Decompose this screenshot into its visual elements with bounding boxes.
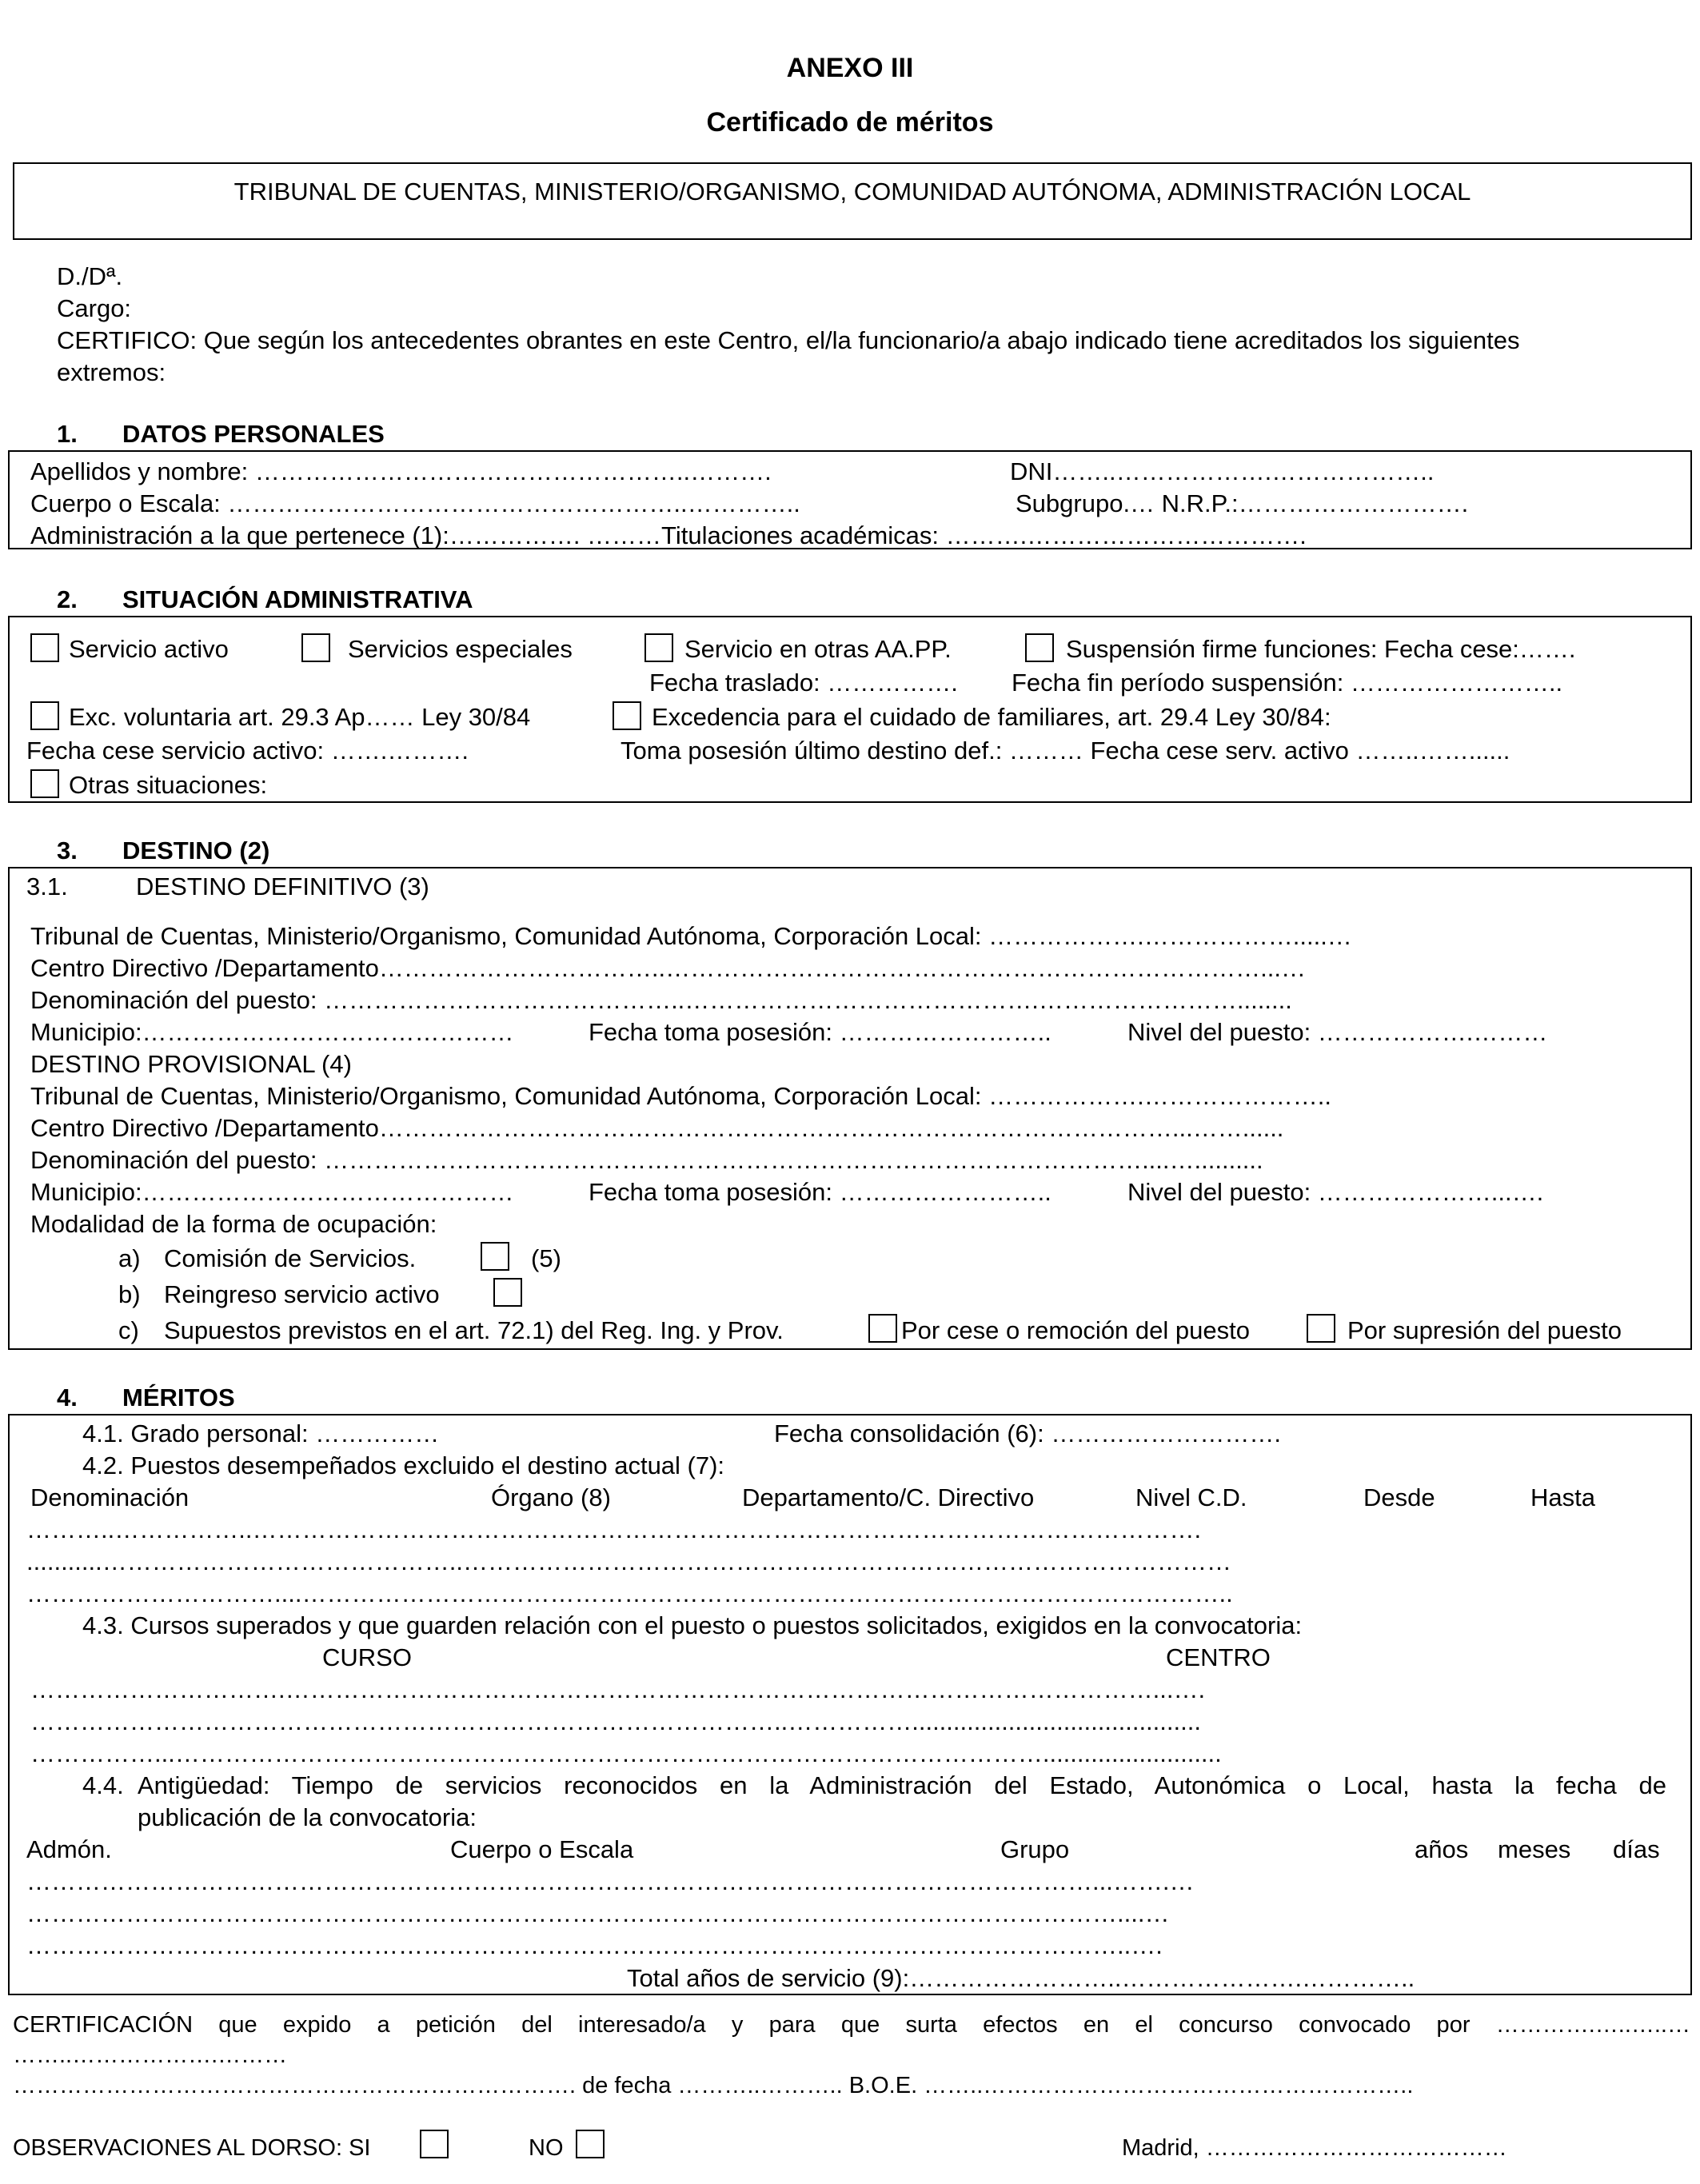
def-municipio-field: Municipio:……………………………………… [30,1018,514,1046]
fecha-traslado-field: Fecha traslado: ……………. [649,669,958,697]
col-admon: Admón. [26,1835,112,1863]
col-grupo: Grupo [1000,1835,1070,1863]
antiguedad-line-1: …………………………………………………………………………………………………………………...…….… [26,1867,1195,1895]
cese-remocion-label: Por cese o remoción del puesto [901,1316,1250,1344]
subgrupo-nrp-field: Subgrupo.… N.R.P.:………………………. [1016,489,1469,517]
servicios-especiales-checkbox[interactable] [301,633,330,662]
comision-servicios-label: Comisión de Servicios. [164,1244,417,1272]
option-a-letter: a) [118,1244,141,1272]
col-desde: Desde [1363,1483,1435,1511]
comision-servicios-checkbox[interactable] [481,1242,509,1271]
fecha-cese-activo-field: Fecha cese servicio activo: …….………. [26,737,469,765]
fecha-fin-suspension-field: Fecha fin período suspensión: …………………….. [1012,669,1563,697]
antiguedad-line-2: ……………………………………………………………………………………………………………………....… [26,1899,1170,1927]
puestos-line-1: ………..……………..……………………………………………………………………………………………………. [26,1515,1202,1543]
toma-posesion-field: Toma posesión último destino def.: ……… Fecha cese serv. activo ……..……...... [621,737,1510,765]
col-meses: meses [1498,1835,1571,1863]
observaciones-label: OBSERVACIONES AL DORSO: SI [13,2135,371,2161]
exc-voluntaria-checkbox[interactable] [30,701,59,730]
cese-remocion-checkbox[interactable] [868,1314,897,1343]
destino-definitivo-number: 3.1. [26,872,68,900]
s1-number: 1. [57,420,78,448]
suspension-checkbox[interactable] [1025,633,1054,662]
admin-titulaciones-field: Administración a la que pertenece (1):……………. ………Titulaciones académicas: ……….……………………………. [30,521,1307,549]
observaciones-si-checkbox[interactable] [420,2130,449,2158]
antiguedad-number: 4.4. [82,1771,124,1799]
col-departamento: Departamento/C. Directivo [742,1483,1035,1511]
col-nivel: Nivel C.D. [1135,1483,1247,1511]
cursos-heading: 4.3. Cursos superados y que guarden relación con el puesto o puestos solicitados, exigidos en la convocatoria: [82,1611,1303,1639]
puestos-line-3: …………………………....………………………………………………………………………………………………….. [26,1579,1233,1607]
cuerpo-field: Cuerpo o Escala: ………………………………………………..………….. [30,489,800,517]
prov-centro-field: Centro Directivo /Departamento……………………………………………………………………………………...……...... [30,1114,1284,1142]
antiguedad-text-1: Antigüedad: Tiempo de servicios reconocidos en la Administración del Estado, Autonómica o Local, hasta la fecha de [138,1771,1666,1799]
suspension-label: Suspensión firme funciones: Fecha cese:……. [1066,635,1576,663]
servicio-activo-checkbox[interactable] [30,633,59,662]
destino-provisional-title: DESTINO PROVISIONAL (4) [30,1050,352,1078]
antiguedad-line-3: ……………………………………………………………………………………………………………………..…. [26,1931,1163,1959]
col-centro: CENTRO [1166,1643,1271,1671]
certificacion-text-3: ………………………………………………………………. de fecha ………..……….. B.O.E. ……..……………………………………………….. [13,2073,1414,2098]
cursos-line-3: ……………...…………………………………………………………………………………………….......................... [30,1739,1222,1767]
observaciones-no-checkbox[interactable] [576,2130,605,2158]
s2-number: 2. [57,585,78,613]
apellidos-field: Apellidos y nombre: ……………………………………………..………. [30,457,772,485]
supuestos-label: Supuestos previstos en el art. 72.1) del Reg. Ing. y Prov. [164,1316,784,1344]
s4-title: MÉRITOS [122,1383,235,1411]
prov-denominacion-field: Denominación del puesto: ………………………………………………………………………………………....….......... [30,1146,1263,1174]
option-b-letter: b) [118,1280,141,1308]
excedencia-familiares-label: Excedencia para el cuidado de familiares, art. 29.4 Ley 30/84: [652,703,1331,731]
reingreso-label: Reingreso servicio activo [164,1280,440,1308]
supresion-label: Por supresión del puesto [1347,1316,1622,1344]
servicio-activo-label: Servicio activo [69,635,229,663]
prov-fecha-posesion-field: Fecha toma posesión: …………………….. [589,1178,1052,1206]
supresion-checkbox[interactable] [1307,1314,1335,1343]
col-hasta: Hasta [1530,1483,1595,1511]
col-anos: años [1415,1835,1469,1863]
cursos-line-2: ………………………………………………………………………………..…………….......................................... [30,1707,1201,1735]
s1-title: DATOS PERSONALES [122,420,385,448]
s2-title: SITUACIÓN ADMINISTRATIVA [122,585,473,613]
def-centro-field: Centro Directivo /Departamento……………………………..………………………………………………………………...… [30,954,1306,982]
prov-nivel-field: Nivel del puesto: …………………...…. [1127,1178,1544,1206]
otras-situaciones-checkbox[interactable] [30,769,59,798]
prov-municipio-field: Municipio:……………………………………… [30,1178,514,1206]
certifico-text-1: CERTIFICO: Que según los antecedentes obrantes en este Centro, el/la funcionario/a abajo indicado tiene acreditados los siguientes [57,326,1520,354]
otras-aapp-label: Servicio en otras AA.PP. [684,635,952,663]
otras-aapp-checkbox[interactable] [644,633,673,662]
col-dias: días [1613,1835,1660,1863]
certificacion-text-1: CERTIFICACIÓN que expido a petición del interesado/a y para que surta efectos en el concurso convocado por ………….…..…..… [13,2012,1690,2038]
cursos-line-1: ………………………….……………………………………………………………………………………………...…. [30,1675,1206,1703]
reingreso-checkbox[interactable] [493,1278,522,1307]
puestos-line-2: ...........……………………………………..………………………………………………………………………………… [26,1547,1231,1575]
prov-tribunal-field: Tribunal de Cuentas, Ministerio/Organismo, Comunidad Autónoma, Corporación Local: ……………….………………….. [30,1082,1331,1110]
page-title: Certificado de méritos [706,107,994,138]
s4-number: 4. [57,1383,78,1411]
dni-field: DNI……..……………….……………….. [1010,457,1435,485]
col-organo: Órgano (8) [491,1483,611,1511]
grado-personal-field: 4.1. Grado personal: …………… [82,1419,440,1447]
otras-situaciones-label: Otras situaciones: [69,771,268,799]
comision-servicios-note: (5) [531,1244,561,1272]
def-fecha-posesion-field: Fecha toma posesión: …………………….. [589,1018,1052,1046]
dd-label: D./Dª. [57,262,123,290]
destino-definitivo-title: DESTINO DEFINITIVO (3) [136,872,429,900]
def-tribunal-field: Tribunal de Cuentas, Ministerio/Organismo, Comunidad Autónoma, Corporación Local: ……………….……………….....… [30,922,1352,950]
s3-number: 3. [57,836,78,864]
fecha-consolidacion-field: Fecha consolidación (6): ………………………. [774,1419,1281,1447]
annex-label: ANEXO III [786,53,914,83]
s3-title: DESTINO (2) [122,836,270,864]
excedencia-familiares-checkbox[interactable] [613,701,641,730]
provisional-number-clip [0,1048,13,1080]
puestos-heading: 4.2. Puestos desempeñados excluido el destino actual (7): [82,1451,725,1479]
col-cuerpo: Cuerpo o Escala [450,1835,634,1863]
col-curso: CURSO [322,1643,412,1671]
total-anos-servicio: Total años de servicio (9):……………………..………………….………….. [627,1964,1415,1992]
exc-voluntaria-label: Exc. voluntaria art. 29.3 Ap…… Ley 30/84 [69,703,531,731]
observaciones-no-label: NO [529,2135,564,2161]
institution-text: TRIBUNAL DE CUENTAS, MINISTERIO/ORGANISMO, COMUNIDAD AUTÓNOMA, ADMINISTRACIÓN LOCAL [233,178,1471,206]
certifico-text-2: extremos: [57,358,166,386]
antiguedad-text-2: publicación de la convocatoria: [138,1803,477,1831]
col-denominacion: Denominación [30,1483,190,1511]
def-nivel-field: Nivel del puesto: ……………….……… [1127,1018,1548,1046]
cargo-label: Cargo: [57,294,132,322]
def-denominacion-field: Denominación del puesto: ……………………………………..…………………………………….……………………........ [30,986,1292,1014]
modalidad-label: Modalidad de la forma de ocupación: [30,1210,437,1238]
certificacion-text-2: ……..……………….……… [13,2042,288,2068]
madrid-date-field: Madrid, ………………………………… [1122,2135,1507,2161]
option-c-letter: c) [118,1316,139,1344]
servicios-especiales-label: Servicios especiales [348,635,573,663]
